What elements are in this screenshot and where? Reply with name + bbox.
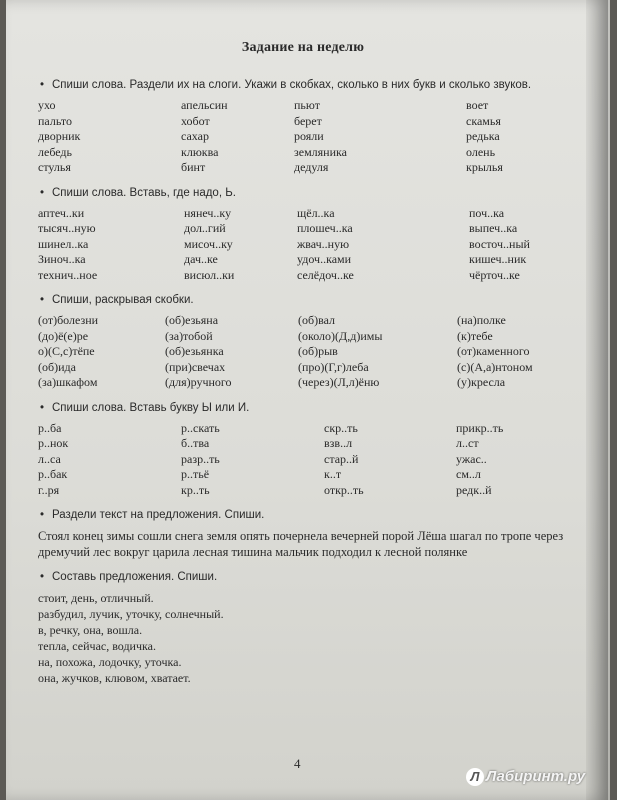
task-2-instruction [38, 186, 568, 200]
word: берет [294, 113, 322, 128]
word: дач..ке [184, 252, 218, 266]
word: крылья [466, 160, 503, 174]
word: апельсин [181, 98, 228, 112]
word: бинт [181, 160, 206, 174]
word: клюква [181, 144, 219, 159]
word: стар..й [324, 451, 359, 466]
word: дедуля [294, 160, 329, 174]
word: выпеч..ка [469, 221, 518, 235]
task-2-column-3 [297, 206, 469, 284]
word: чёрточ..ке [469, 267, 520, 282]
word: (с)(А,а)нтоном [457, 359, 533, 374]
task-3-column-4 [457, 313, 567, 391]
task-4-column-4 [456, 421, 566, 499]
page-content [38, 40, 568, 686]
task-4-text: Спиши слова. Вставь букву Ы или И. [52, 401, 250, 414]
word: поч..ка [469, 205, 505, 220]
task-2-text: Спиши слова. Вставь, где надо, Ь. [52, 186, 236, 199]
task-1-column-3 [294, 98, 466, 176]
word: скр..ть [324, 420, 358, 435]
word: рояли [294, 129, 324, 143]
word: р..бак [38, 467, 68, 481]
word: тысяч..ную [38, 221, 96, 235]
task-6-word-list [38, 590, 568, 686]
task-4-column-2 [181, 421, 324, 499]
page-title: Задание на неделю [241, 40, 365, 55]
book-spine-shadow [586, 0, 608, 800]
word: скамья [466, 113, 501, 128]
word: л..ст [456, 436, 479, 450]
task-2-word-grid [38, 206, 568, 284]
task-3-column-3 [298, 313, 457, 391]
word: кр..ть [181, 482, 210, 497]
word: нянеч..ку [184, 205, 232, 220]
word: (за)тобой [165, 328, 213, 343]
word: стулья [38, 160, 71, 174]
word: г..ря [38, 482, 60, 497]
word: олень [466, 144, 496, 159]
word: (за)шкафом [38, 375, 98, 389]
bullet-icon: • [40, 186, 45, 199]
task-1-instruction [38, 78, 568, 92]
word: редк..й [456, 482, 492, 497]
word: мисоч..ку [184, 236, 233, 251]
word: хобот [181, 113, 210, 128]
list-item: разбудил, лучик, уточку, солнечный. [38, 607, 224, 621]
word: сахар [181, 129, 209, 143]
bullet-icon: • [40, 571, 45, 583]
word: (для)ручного [165, 375, 232, 389]
word: дворник [38, 129, 81, 143]
task-5-paragraph: Стоял конец зимы сошли снега земля опять почернела вечерней порой Лёша шагал по тропе через дремучий лес вокруг царила лесная тишина мальчик подходил к лесной полянке [38, 529, 564, 559]
list-item: стоит, день, отличный. [38, 591, 154, 605]
word: (об)ида [38, 359, 76, 374]
task-2-column-2 [184, 206, 297, 284]
word: (на)полке [457, 313, 506, 327]
task-2-column-4 [469, 206, 569, 284]
bullet-icon: • [40, 401, 45, 414]
bullet-icon: • [40, 509, 45, 521]
task-4-instruction [38, 401, 568, 415]
word: (при)свечах [165, 359, 226, 374]
task-4-word-grid [38, 421, 568, 499]
labirint-logo-icon: Л [466, 768, 484, 786]
task-5-instruction [38, 508, 568, 522]
word: р..нок [38, 436, 69, 450]
word: пьют [294, 98, 320, 112]
word: л..са [38, 451, 61, 466]
word: б..тва [181, 436, 210, 450]
task-6-text: Составь предложения. Спиши. [52, 571, 218, 583]
word: прикр..ть [456, 420, 504, 435]
task-1-column-4 [466, 98, 566, 176]
word: (об)езьяна [165, 313, 219, 327]
task-4-column-1 [38, 421, 181, 499]
word: р..ба [38, 420, 62, 435]
task-3-word-grid [38, 313, 568, 391]
task-5-text: Раздели текст на предложения. Спиши. [52, 509, 265, 521]
word: (об)рыв [298, 344, 338, 358]
word: технич..ное [38, 267, 98, 282]
word: земляника [294, 144, 347, 159]
word: пальто [38, 113, 72, 128]
task-3-text: Спиши, раскрывая скобки. [52, 294, 194, 306]
word: плошеч..ка [297, 221, 353, 235]
watermark-logo [466, 768, 585, 786]
word: (через)(Л,л)ёню [298, 375, 380, 389]
list-item: на, похожа, лодочку, уточка. [38, 655, 182, 669]
word: (до)ё(е)ре [38, 328, 89, 343]
word: дол..гий [184, 221, 226, 235]
list-item: она, жучков, клювом, хватает. [38, 671, 191, 685]
task-6-instruction [38, 570, 568, 584]
word: жвач..ную [297, 236, 350, 251]
word: (к)тебе [457, 328, 493, 343]
task-2-column-1 [38, 206, 184, 284]
watermark-text: Лабиринт.ру [486, 768, 586, 785]
word: удоч..ками [297, 252, 352, 266]
word: восточ..ный [469, 236, 530, 251]
word: аптеч..ки [38, 205, 85, 220]
word: к..т [324, 467, 342, 481]
word: щёл..ка [297, 205, 335, 220]
list-item: тепла, сейчас, водичка. [38, 639, 156, 653]
bullet-icon: • [40, 79, 45, 91]
word: висюл..ки [184, 267, 235, 282]
word: лебедь [38, 144, 73, 159]
task-1-column-1 [38, 98, 181, 176]
word: Зиноч..ка [38, 252, 86, 266]
word: см..л [456, 467, 481, 481]
task-3-column-2 [165, 313, 298, 391]
task-1-word-grid [38, 98, 568, 176]
task-1-text: Спиши слова. Раздели их на слоги. Укажи в скобках, сколько в них букв и сколько звуков. [52, 79, 532, 91]
task-1-column-2 [181, 98, 294, 176]
word: шинел..ка [38, 236, 89, 251]
word: (от)каменного [457, 344, 530, 358]
word: (про)(Г,г)леба [298, 359, 369, 374]
word: редька [466, 129, 500, 143]
word: р..тьё [181, 467, 210, 481]
word: о)(С,с)тёпе [38, 344, 95, 358]
list-item: в, речку, она, вошла. [38, 623, 143, 637]
word: взв..л [324, 436, 353, 450]
word: (около)(Д,д)имы [298, 328, 383, 343]
task-3-instruction [38, 293, 568, 307]
task-3-column-1 [38, 313, 165, 391]
word: селёдоч..ке [297, 267, 354, 282]
word: разр..ть [181, 451, 220, 466]
word: (от)болезни [38, 313, 99, 327]
word: кишеч..ник [469, 252, 527, 266]
word: р..скать [181, 420, 220, 435]
word: ужас.. [456, 451, 487, 466]
word: (у)кресла [457, 375, 506, 389]
word: воет [466, 98, 489, 112]
word: (об)вал [298, 313, 336, 327]
word: откр..ть [324, 482, 364, 497]
word: (об)езьянка [165, 344, 224, 358]
word: ухо [38, 98, 56, 112]
bullet-icon: • [40, 294, 45, 306]
task-4-column-3 [324, 421, 456, 499]
page-number: 4 [294, 756, 301, 771]
